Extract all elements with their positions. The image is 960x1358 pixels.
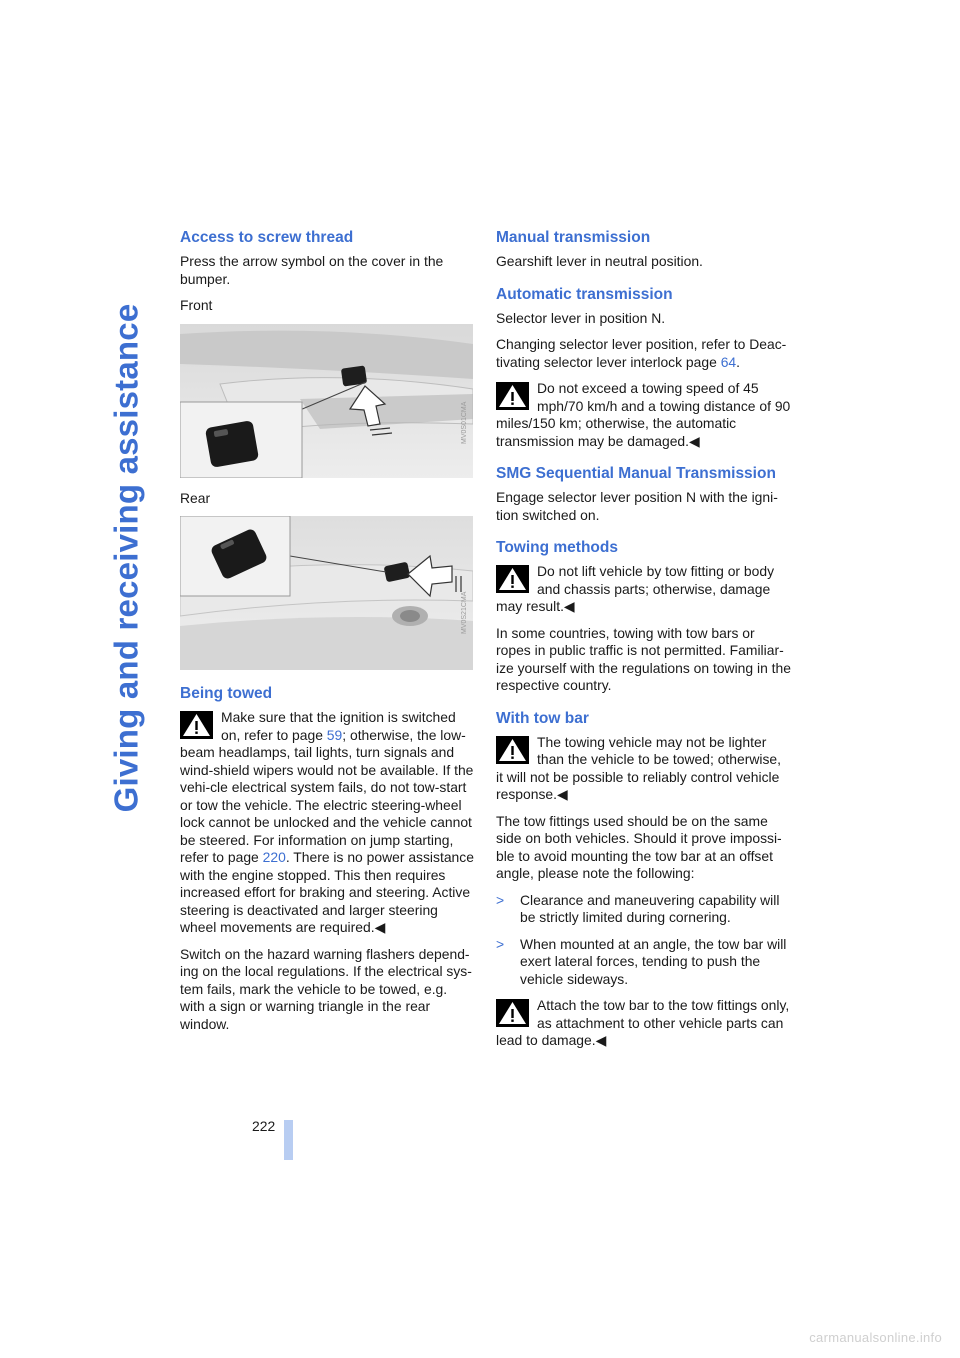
right-column: [496, 228, 791, 1059]
being-towed-warning-post: . There is no power assistance with the engine stopped. This then requires increased effort for braking and steering. Active steering is deactivated and larger steering wheel movements are required.◀: [180, 849, 474, 935]
page-number: 222: [252, 1118, 276, 1134]
heading-with-tow-bar: With tow bar: [496, 709, 589, 727]
heading-being-towed: Being towed: [180, 685, 273, 702]
warning-triangle-icon: [496, 382, 529, 410]
rear-label: Rear: [180, 489, 211, 506]
towing-methods-warning-text: Do not lift vehicle by tow fitting or body and chassis parts; otherwise, damage may result.◀: [496, 563, 775, 614]
tow-bar-warning: [496, 734, 791, 804]
towing-methods-text: In some countries, towing with tow bars or ropes in public traffic is not permitted. Familiar-ize yourself with the regulations on towing in the respective country.: [496, 624, 791, 693]
warning-triangle-icon: [180, 711, 213, 739]
automatic-text-1: Selector lever in position N.: [496, 309, 666, 326]
page-link-220[interactable]: 220: [262, 849, 286, 865]
page-link-64[interactable]: 64: [720, 353, 737, 370]
front-bumper-image: [180, 324, 473, 478]
warning-triangle-icon: [496, 999, 529, 1027]
tow-bar-text: The tow fittings used should be on the same side on both vehicles. Should it prove impossi-ble to avoid mounting the tow bar at an offset angle, please note the following:: [496, 812, 782, 881]
front-label: Front: [180, 297, 213, 313]
access-intro: Press the arrow symbol on the cover in the bumper.: [180, 253, 444, 287]
warning-triangle-icon: [496, 565, 529, 593]
bullet-text: When mounted at an angle, the tow bar will exert lateral forces, tending to push the vehicle sideways.: [520, 935, 787, 987]
heading-towing-methods: Towing methods: [496, 539, 618, 556]
watermark: carmanualsonline.info: [809, 1330, 942, 1345]
heading-smg: SMG Sequential Manual Transmission: [496, 465, 776, 482]
manual-transmission-text: Gearshift lever in neutral position.: [496, 253, 703, 269]
warning-triangle-icon: [496, 736, 529, 764]
tow-bar-warning-2: [496, 997, 791, 1050]
page-link-59[interactable]: 59: [326, 726, 343, 743]
chapter-title: Giving and receiving assistance: [107, 303, 144, 813]
automatic-text-2-post: .: [736, 353, 740, 370]
rear-bumper-image: [180, 516, 473, 670]
page-number-bar: [284, 1120, 293, 1160]
heading-manual-transmission: Manual transmission: [496, 229, 651, 246]
automatic-warning-text: Do not exceed a towing speed of 45 mph/70 km/h and a towing distance of 90 miles/150 km; otherwise, the automatic transmission may be damaged.◀: [496, 380, 791, 449]
hazard-flashers-text: Switch on the hazard warning flashers depend-ing on the local regulations. If the electrical sys-tem fails, mark the vehicle to be towed, e.g. with a sign or warning triangle in the rear window.: [180, 945, 472, 1032]
being-towed-warning-mid: ; otherwise, the low-beam headlamps, tail lights, turn signals and wind-shield wipers would not be available. If the vehi-cle electrical system fails, do not tow-start or tow the vehicle. The electric steering-wheel lock cannot be unlocked and the vehicle cannot be steered. For information on jump starting, refer to page: [180, 726, 474, 865]
towing-methods-warning: [496, 563, 791, 616]
rear-image-code: MV0S21CMA: [461, 591, 468, 634]
bullet-marker: >: [496, 935, 505, 952]
automatic-text-2: [496, 336, 791, 371]
tow-bar-warning-2-text: Attach the tow bar to the tow fittings only, as attachment to other vehicle parts can lead to damage.◀: [496, 997, 790, 1048]
chapter-side-title: [100, 38, 152, 1078]
bullet-marker: >: [496, 891, 505, 908]
list-item: [496, 892, 791, 927]
tow-bar-warning-text: The towing vehicle may not be lighter than the vehicle to be towed; otherwise, it will not be possible to reliably control vehicle response.◀: [496, 733, 782, 802]
heading-access-screw-thread: Access to screw thread: [180, 229, 354, 246]
list-item: [496, 936, 791, 989]
heading-automatic-transmission: Automatic transmission: [496, 285, 673, 303]
left-column: [180, 228, 475, 1042]
front-image-code: MV0S01CMA: [461, 401, 468, 444]
smg-text: Engage selector lever position N with the igni-tion switched on.: [496, 489, 778, 523]
automatic-warning: [496, 380, 791, 450]
being-towed-warning: [180, 709, 475, 937]
being-towed-warning-pre: Make sure that the ignition is switched on, refer to page: [221, 709, 456, 743]
bullet-text: Clearance and maneuvering capability will be strictly limited during cornering.: [520, 891, 780, 925]
automatic-text-2-pre: Changing selector lever position, refer to Deac-tivating selector lever interlock page: [496, 336, 787, 370]
